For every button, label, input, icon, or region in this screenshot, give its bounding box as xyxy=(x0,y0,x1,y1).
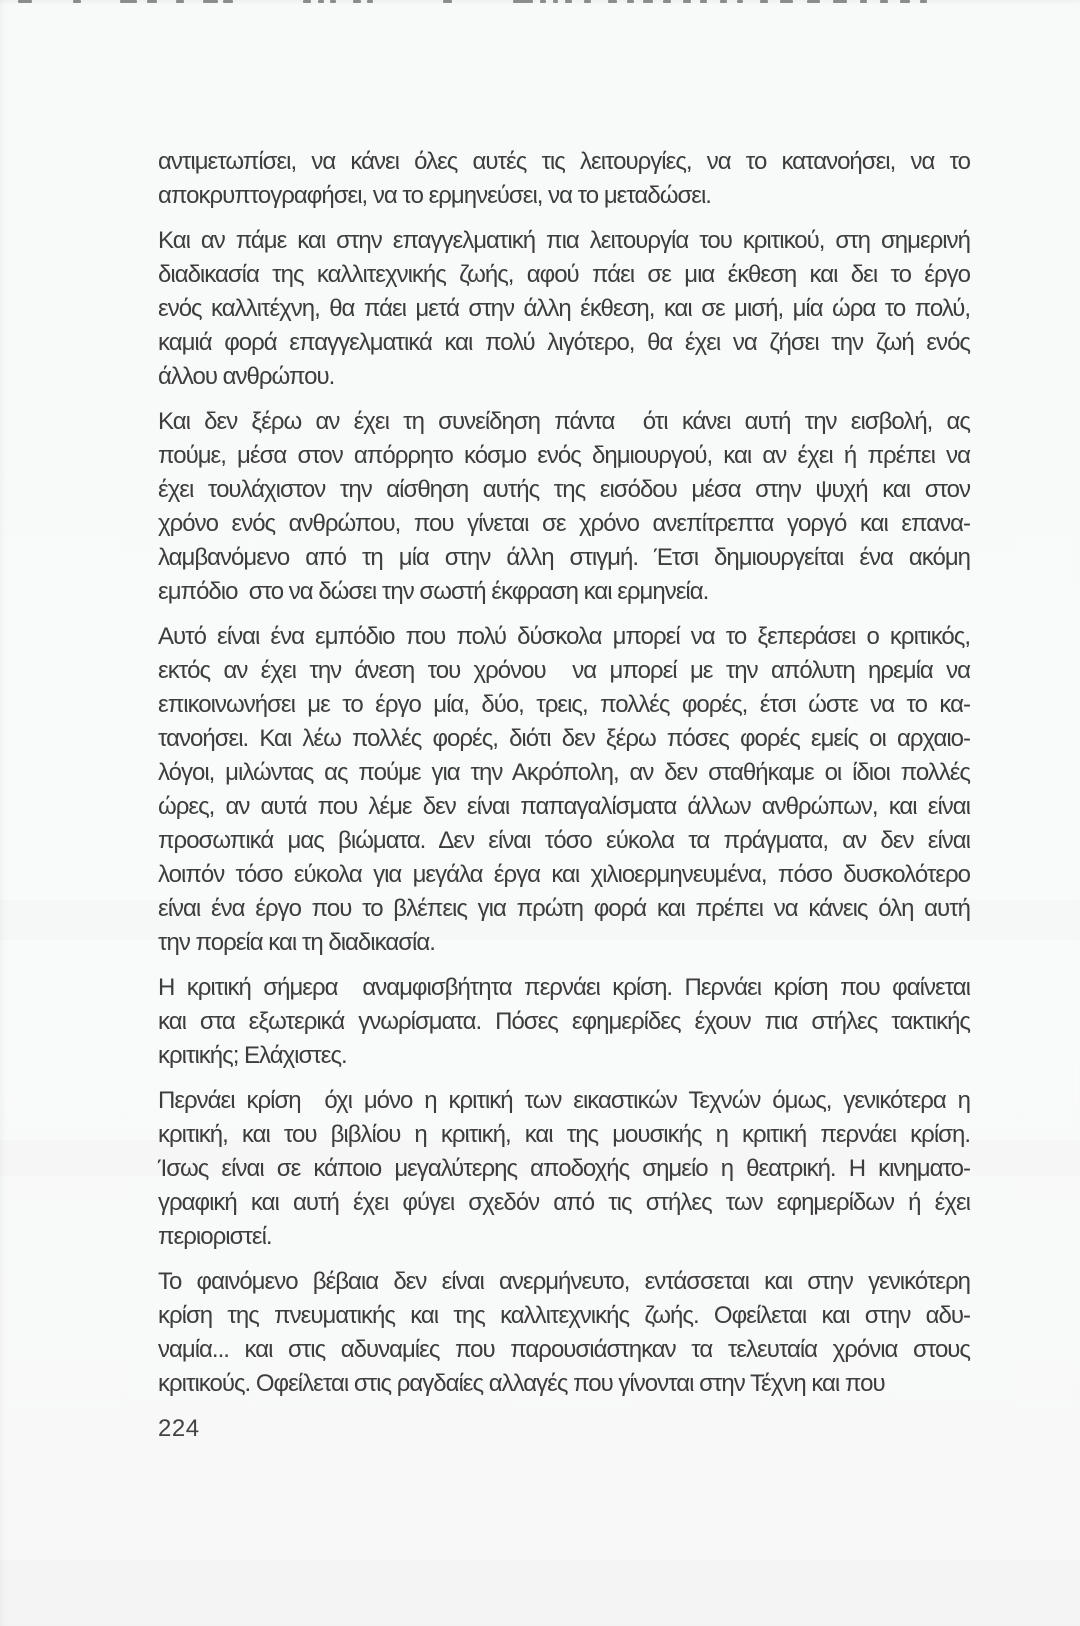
text-line: επικοινωνήσει με το έργο μία, δύο, τρεις, πολλές φορές, έτσι ώστε να το κα- xyxy=(158,691,970,718)
text-line: περιοριστεί. xyxy=(158,1223,272,1250)
text-line: λοιπόν τόσο εύκολα για μεγάλα έργα και χιλιοερμηνευμένα, πόσο δυσκολότερο xyxy=(158,861,970,888)
paragraph xyxy=(158,1084,970,1254)
scan-artifact-mark xyxy=(860,0,867,3)
text-line: την πορεία και τη διαδικασία. xyxy=(158,929,435,956)
text-line: Και αν πάμε και στην επαγγελματική πια λειτουργία του κριτικού, στη σημερινή xyxy=(158,227,970,254)
scan-artifact-mark xyxy=(367,0,373,3)
scan-artifact-mark xyxy=(880,0,888,3)
text-block xyxy=(158,145,970,1412)
scan-artifact-mark xyxy=(203,0,218,3)
text-line: Αυτό είναι ένα εμπόδιο που πολύ δύσκολα μπορεί να το ξεπεράσει ο κριτικός, xyxy=(158,623,970,650)
scan-artifact-mark xyxy=(737,0,743,3)
text-line: πούμε, μέσα στον απόρρητο κόσμο ενός δημιουργού, και αν έχει ή πρέπει να xyxy=(158,442,970,469)
scan-artifact-mark xyxy=(683,0,691,3)
scan-artifact-mark xyxy=(663,0,671,3)
paragraph xyxy=(158,620,970,960)
scan-artifact-mark xyxy=(330,0,336,3)
text-line: χρόνο ενός ανθρώπου, που γίνεται σε χρόνο ανεπίτρεπτα γοργό και επανα- xyxy=(158,510,970,537)
text-line: ενός καλλιτέχνη, θα πάει μετά στην άλλη έκθεση, και σε μισή, μία ώρα το πολύ, xyxy=(158,295,970,322)
scan-artifact-mark xyxy=(553,0,558,3)
scan-artifact-mark xyxy=(807,0,820,3)
scan-artifact-mark xyxy=(833,0,847,3)
paragraph xyxy=(158,224,970,394)
text-line: λαμβανόμενο από τη μία στην άλλη στιγμή. Έτσι δημιουργείται ένα ακόμη xyxy=(158,544,970,571)
text-line: κρίση της πνευματικής και της καλλιτεχνικής ζωής. Οφείλεται και στην αδυ- xyxy=(158,1302,970,1329)
text-line: διαδικασία της καλλιτεχνικής ζωής, αφού πάει σε μια έκθεση και δει το έργο xyxy=(158,261,970,288)
paragraph xyxy=(158,405,970,609)
text-line: ώρες, αν αυτά που λέμε δεν είναι παπαγαλίσματα άλλων ανθρώπων, και είναι xyxy=(158,793,970,820)
scan-artifact-mark xyxy=(920,0,927,3)
text-line: κριτικής; Ελάχιστες. xyxy=(158,1042,347,1069)
text-line: εκτός αν έχει την άνεση του χρόνου να μπορεί με την απόλυτη ηρεμία να xyxy=(158,657,970,684)
scan-artifact-mark xyxy=(780,0,793,3)
text-line: Το φαινόμενο βέβαια δεν είναι ανερμήνευτο, εντάσσεται και στην γενικότερη xyxy=(158,1268,970,1295)
text-line: καμιά φορά επαγγελματικά και πολύ λιγότερο, θα έχει να ζήσει την ζωή ενός xyxy=(158,329,970,356)
scan-artifact-mark xyxy=(73,0,81,3)
scan-artifact-mark xyxy=(565,0,572,3)
text-line: άλλου ανθρώπου. xyxy=(158,363,335,390)
scan-artifact-mark xyxy=(318,0,324,3)
paragraph xyxy=(158,145,970,213)
page-number: 224 xyxy=(158,1415,200,1442)
scan-artifact-mark xyxy=(223,0,233,3)
text-line: εμπόδιο στο να δώσει την σωστή έκφραση και ερμηνεία. xyxy=(158,578,709,605)
text-line: γραφική και αυτή έχει φύγει σχεδόν από τις στήλες των εφημερίδων ή έχει xyxy=(158,1189,970,1216)
scan-artifact-mark xyxy=(627,0,634,3)
text-line: Ίσως είναι σε κάποιο μεγαλύτερης αποδοχής σημείο η θεατρική. Η κινηματο- xyxy=(158,1155,970,1182)
text-line: ναμία... και στις αδυναμίες που παρουσιάστηκαν τα τελευταία χρόνια στους xyxy=(158,1336,970,1363)
paragraph xyxy=(158,1265,970,1401)
text-line: τανοήσει. Και λέω πολλές φορές, διότι δεν ξέρω πόσες φορές εμείς οι αρχαιο- xyxy=(158,725,970,752)
text-line: Και δεν ξέρω αν έχει τη συνείδηση πάντα ότι κάνει αυτή την εισβολή, ας xyxy=(158,408,970,435)
scan-artifact-mark xyxy=(176,0,184,3)
text-line: Περνάει κρίση όχι μόνο η κριτική των εικαστικών Τεχνών όμως, γενικότερα η xyxy=(158,1087,970,1114)
scan-artifact-mark xyxy=(720,0,727,3)
text-line: και στα εξωτερικά γνωρίσματα. Πόσες εφημερίδες έχουν πια στήλες τακτικής xyxy=(158,1008,970,1035)
scan-artifact-mark xyxy=(120,0,137,3)
scan-artifact-mark xyxy=(900,0,910,3)
text-line: αντιμετωπίσει, να κάνει όλες αυτές τις λειτουργίες, να το κατανοήσει, να το xyxy=(158,148,970,175)
scan-artifact-mark xyxy=(608,0,617,3)
scan-artifact-mark xyxy=(443,0,452,3)
text-line: αποκρυπτογραφήσει, να το ερμηνεύσει, να το μεταδώσει. xyxy=(158,182,711,209)
scan-artifact-mark xyxy=(147,0,157,3)
scan-artifact-mark xyxy=(540,0,546,3)
text-line: λόγοι, μιλώντας ας πούμε για την Ακρόπολη, αν δεν σταθήκαμε οι ίδιοι πολλές xyxy=(158,759,970,786)
text-line: κριτικούς. Οφείλεται στις ραγδαίες αλλαγές που γίνονται στην Τέχνη και που xyxy=(158,1370,885,1397)
scan-artifact-mark xyxy=(584,0,591,3)
text-line: προσωπικά μας βιώματα. Δεν είναι τόσο εύκολα τα πράγματα, αν δεν είναι xyxy=(158,827,970,854)
text-line: Η κριτική σήμερα αναμφισβήτητα περνάει κρίση. Περνάει κρίση που φαίνεται xyxy=(158,974,970,1001)
scan-artifact-mark xyxy=(700,0,707,3)
scan-artifact-mark xyxy=(353,0,361,3)
text-line: έχει τουλάχιστον την αίσθηση αυτής της εισόδου μέσα στην ψυχή και στον xyxy=(158,476,970,503)
text-line: κριτική, και του βιβλίου η κριτική, και της μουσικής η κριτική περνάει κρίση. xyxy=(158,1121,970,1148)
paragraph xyxy=(158,971,970,1073)
scan-artifact-mark xyxy=(303,0,311,3)
scan-artifact-mark xyxy=(513,0,533,3)
scan-noise-band xyxy=(0,1560,1080,1626)
scan-artifact-mark xyxy=(643,0,653,3)
scan-artifact-mark xyxy=(760,0,768,3)
text-line: είναι ένα έργο που το βλέπεις για πρώτη φορά και πρέπει να κάνεις όλη αυτή xyxy=(158,895,970,922)
scan-artifact-mark xyxy=(18,0,32,3)
